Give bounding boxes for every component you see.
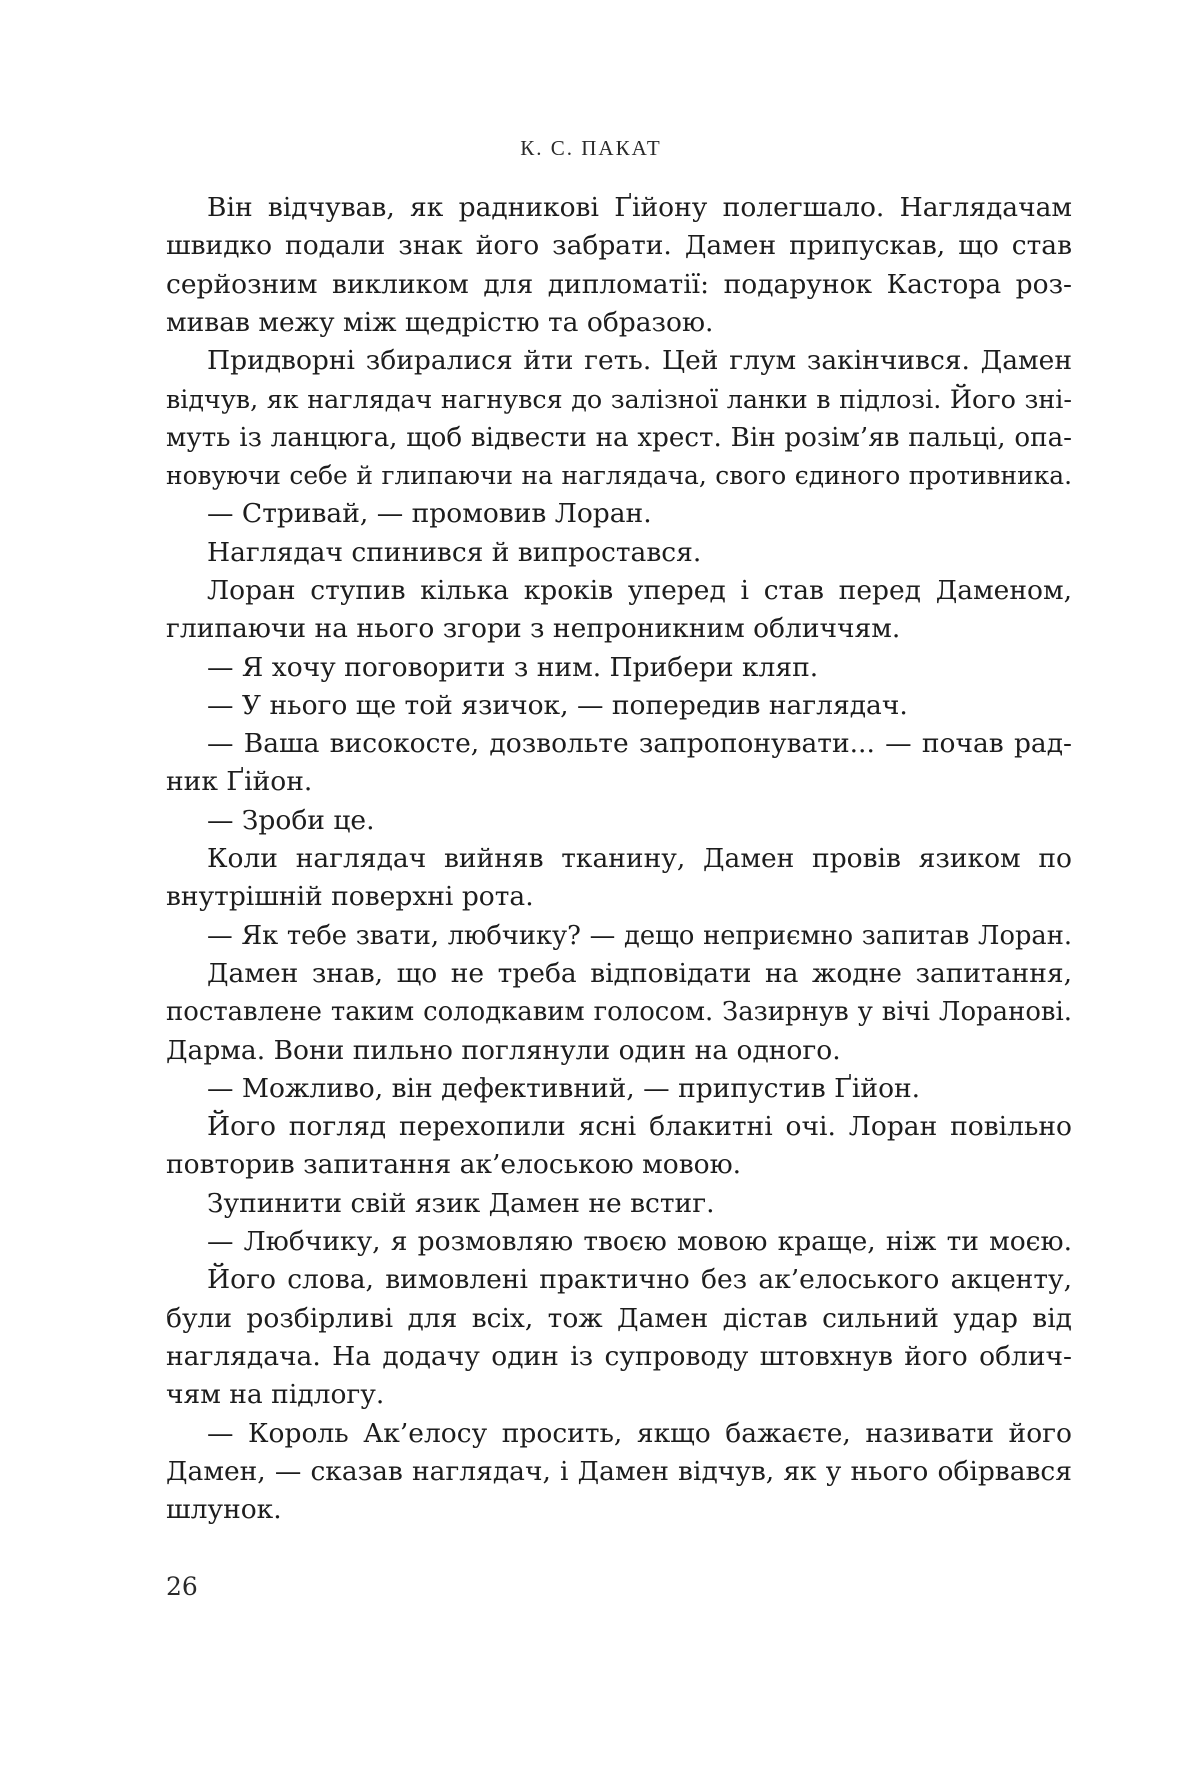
text-line: чям на підлогу. bbox=[166, 1379, 385, 1411]
text-line: поставлене таким солодкавим голосом. Зазирнув у вічі Лоранові. bbox=[166, 997, 1072, 1028]
text-line: — Я хочу поговорити з ним. Прибери кляп. bbox=[207, 651, 819, 683]
text-line: — Як тебе звати, любчику? — дещо неприємно запитав Лоран. bbox=[207, 920, 1072, 951]
text-line: муть із ланцюга, щоб відвести на хрест. Він розім’яв пальці, опа- bbox=[166, 422, 1072, 453]
text-line: Коли наглядач вийняв тканину, Дамен провів язиком по bbox=[207, 843, 1072, 875]
text-line: — Зроби це. bbox=[207, 804, 375, 836]
text-line: Дамен знав, що не треба відповідати на жодне запитання, bbox=[207, 957, 1072, 989]
page-number: 26 bbox=[166, 1572, 198, 1601]
text-line: внутрішній поверхні рота. bbox=[166, 881, 534, 913]
text-line: Його погляд перехопили ясні блакитні очі. Лоран повільно bbox=[207, 1111, 1072, 1143]
text-line: наглядача. На додачу один із супроводу штовхнув його облич- bbox=[166, 1340, 1072, 1372]
text-line: — Любчику, я розмовляю твоєю мовою краще, ніж ти моєю. bbox=[207, 1226, 1072, 1258]
text-line: Його слова, вимовлені практично без ак’елоського акценту, bbox=[207, 1264, 1072, 1296]
text-line: Наглядач спинився й випростався. bbox=[207, 536, 702, 568]
text-line: — Король Ак’елосу просить, якщо бажаєте, називати його bbox=[207, 1417, 1072, 1449]
running-head: К. С. ПАКАТ bbox=[520, 136, 662, 160]
text-line: глипаючи на нього згори з непроникним обличчям. bbox=[166, 613, 901, 645]
text-line: — Можливо, він дефективний, — припустив Ґійон. bbox=[207, 1072, 921, 1104]
text-line: — Ваша високосте, дозвольте запропонувати... — почав рад- bbox=[207, 728, 1072, 760]
text-line: ник Ґійон. bbox=[166, 766, 313, 798]
text-line: серйозним викликом для дипломатії: подарунок Кастора роз- bbox=[166, 268, 1072, 300]
body-text bbox=[166, 189, 1072, 1529]
text-line: Він відчував, як радникові Ґійону полегшало. Наглядачам bbox=[207, 192, 1072, 223]
text-line: новуючи себе й глипаючи на наглядача, свого єдиного противника. bbox=[166, 461, 1072, 491]
text-line: відчув, як наглядач нагнувся до залізної ланки в підлозі. Його зні- bbox=[166, 384, 1072, 415]
text-line: мивав межу між щедрістю та образою. bbox=[166, 306, 714, 338]
text-line: Лоран ступив кілька кроків уперед і став перед Даменом, bbox=[207, 574, 1072, 606]
text-line: Дарма. Вони пильно поглянули один на одного. bbox=[166, 1034, 841, 1066]
text-line: Придворні збиралися йти геть. Цей глум закінчився. Дамен bbox=[207, 345, 1072, 377]
text-line: швидко подали знак його забрати. Дамен припускав, що став bbox=[166, 230, 1072, 262]
text-line: — У нього ще той язичок, — попередив наглядач. bbox=[207, 689, 908, 721]
text-line: шлунок. bbox=[166, 1494, 282, 1526]
text-line: повторив запитання ак’елоською мовою. bbox=[166, 1149, 742, 1181]
text-line: Зупинити свій язик Дамен не встиг. bbox=[207, 1187, 715, 1219]
text-line: Дамен, — сказав наглядач, і Дамен відчув, як у нього обірвався bbox=[166, 1455, 1072, 1487]
text-line: — Стривай, — промовив Лоран. bbox=[207, 498, 652, 530]
text-line: були розбірливі для всіх, тож Дамен дістав сильний удар від bbox=[166, 1302, 1072, 1334]
